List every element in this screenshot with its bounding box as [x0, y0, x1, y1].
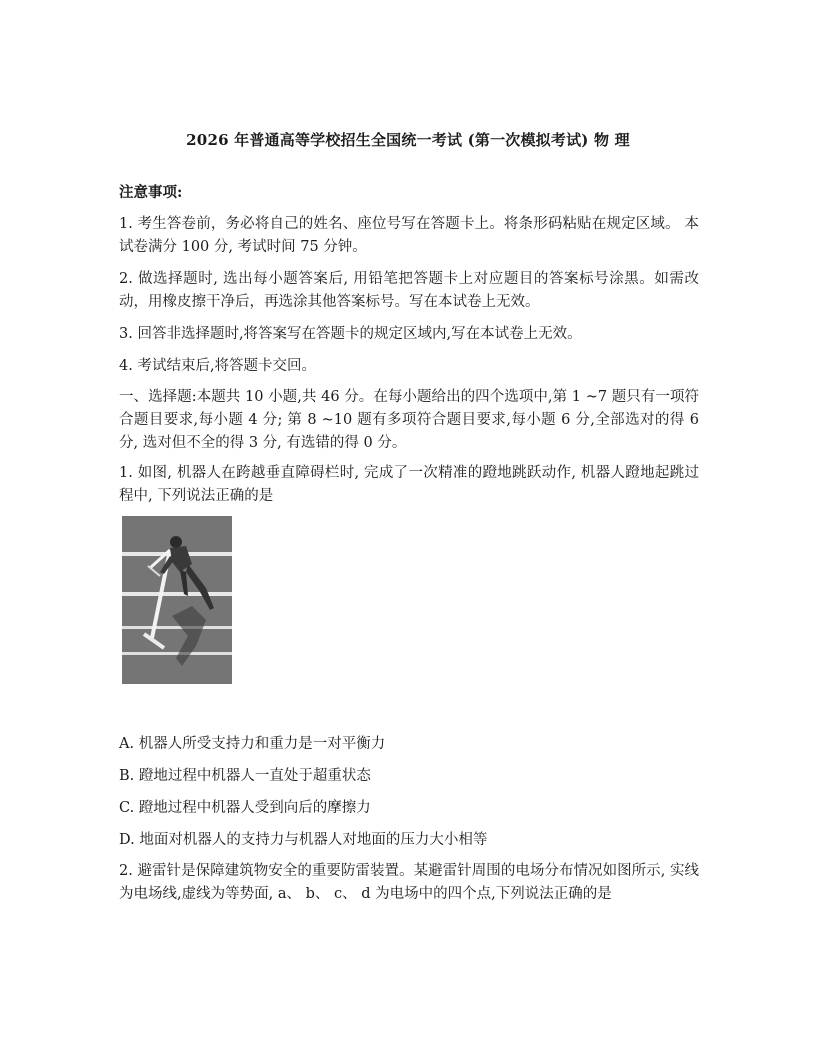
question-1-stem: 1. 如图, 机器人在跨越垂直障碍栏时, 完成了一次精准的蹬地跳跃动作, 机器人蹬地起跳过程中, 下列说法正确的是	[119, 465, 699, 504]
section-one-instructions: 一、选择题:本题共 10 小题,共 46 分。在每小题给出的四个选项中,第 1 ~7 题只有一项符合题目要求,每小题 4 分; 第 8 ~10 题有多项符合题目要求,每小题 6 分,全部选对的得 6 分, 选对但不全的得 3 分, 有选错的得 0 分。	[119, 389, 699, 451]
question-1-option-b: B. 蹬地过程中机器人一直处于超重状态	[119, 768, 371, 784]
notice-item: 3. 回答非选择题时,将答案写在答题卡的规定区域内,写在本试卷上无效。	[119, 326, 582, 342]
notice-item: 2. 做选择题时, 选出每小题答案后, 用铅笔把答题卡上对应题目的答案标号涂黑。如需改动，用橡皮擦干净后，再选涂其他答案标号。写在本试卷上无效。	[119, 271, 699, 310]
notice-item: 1. 考生答卷前，务必将自己的姓名、座位号写在答题卡上。将条形码粘贴在规定区域。 本试卷满分 100 分, 考试时间 75 分钟。	[119, 216, 699, 255]
question-1-option-a: A. 机器人所受支持力和重力是一对平衡力	[119, 736, 386, 752]
question-1-option-c: C. 蹬地过程中机器人受到向后的摩擦力	[119, 800, 371, 816]
exam-title: 2026 年普通高等学校招生全国统一考试 (第一次模拟考试) 物 理	[186, 131, 630, 149]
notice-item: 4. 考试结束后,将答题卡交回。	[119, 358, 317, 374]
robot-hurdle-photo	[122, 516, 232, 684]
question-2-stem: 2. 避雷针是保障建筑物安全的重要防雷装置。某避雷针周围的电场分布情况如图所示, 实线 为电场线,虚线为等势面, a、 b、 c、 d 为电场中的四个点,下列说法正确的是	[119, 863, 699, 902]
notice-heading: 注意事项:	[119, 184, 183, 201]
question-1-option-d: D. 地面对机器人的支持力与机器人对地面的压力大小相等	[119, 832, 488, 848]
